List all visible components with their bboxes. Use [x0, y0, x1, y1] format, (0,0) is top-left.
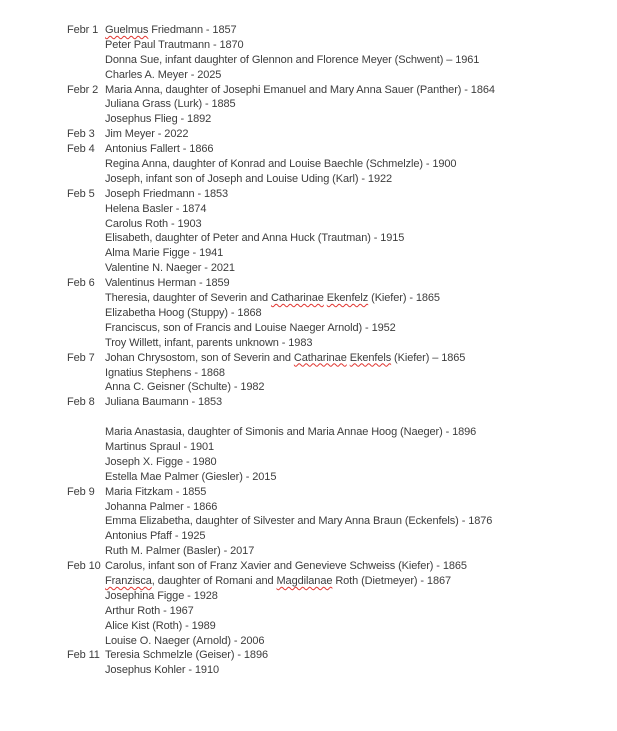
entry-line	[105, 291, 607, 306]
date-label: Feb 10	[67, 560, 101, 573]
date-group	[67, 127, 607, 142]
entry-text: Josephus Flieg - 1892	[105, 113, 212, 126]
entry-text: Alma Marie Figge - 1941	[105, 247, 224, 260]
date-group	[67, 83, 607, 128]
date-group	[67, 395, 607, 484]
entry-text: Valentine N. Naeger - 2021	[105, 262, 235, 275]
entry-text: Ruth M. Palmer (Basler) - 2017	[105, 545, 255, 558]
entry-text: Jim Meyer - 2022	[105, 128, 189, 141]
entry-text: Juliana Grass (Lurk) - 1885	[105, 98, 236, 111]
entry-list	[105, 648, 607, 678]
entry-text: Roth (Dietmeyer) - 1867	[332, 574, 452, 587]
entry-text: Helena Basler - 1874	[105, 202, 207, 215]
entry-text: Ignatius Stephens - 1868	[105, 366, 225, 379]
entry-line	[105, 97, 607, 112]
entry-line	[105, 38, 607, 53]
entry-line	[105, 157, 607, 172]
entry-line	[105, 514, 607, 529]
entry-line	[105, 366, 607, 381]
entry-line	[105, 172, 607, 187]
date-label: Feb 9	[67, 485, 95, 498]
entry-line	[105, 68, 607, 83]
entry-text: Maria Fitzkam - 1855	[105, 485, 207, 498]
date-group	[67, 485, 607, 559]
date-label: Feb 5	[67, 187, 95, 200]
entry-line	[105, 529, 607, 544]
entry-line	[105, 276, 607, 291]
entry-line	[105, 306, 607, 321]
obituary-date-list	[67, 23, 607, 678]
entry-line	[105, 619, 607, 634]
entry-line	[105, 53, 607, 68]
date-label: Feb 6	[67, 277, 95, 290]
entry-line	[105, 604, 607, 619]
entry-text: Emma Elizabetha, daughter of Silvester and Mary Anna Braun (Eckenfels) - 1876	[105, 515, 493, 528]
entry-text: Joseph, infant son of Joseph and Louise Uding (Karl) - 1922	[105, 172, 393, 185]
entry-text: Arthur Roth - 1967	[105, 604, 194, 617]
entry-text: Valentinus Herman - 1859	[105, 277, 230, 290]
entry-list	[105, 23, 607, 83]
date-group	[67, 559, 607, 648]
entry-list	[105, 187, 607, 276]
entry-text: (Kiefer) - 1865	[368, 292, 440, 305]
entry-line	[105, 261, 607, 276]
entry-text: Louise O. Naeger (Arnold) - 2006	[105, 634, 265, 647]
date-group	[67, 276, 607, 350]
entry-text: Troy Willett, infant, parents unknown - 1983	[105, 336, 313, 349]
entry-text: Teresia Schmelzle (Geiser) - 1896	[105, 649, 268, 662]
entry-text: Maria Anastasia, daughter of Simonis and Maria Annae Hoog (Naeger) - 1896	[105, 426, 477, 439]
entry-line	[105, 395, 607, 410]
entry-list	[105, 395, 607, 484]
entry-line	[105, 500, 607, 515]
entry-text: , daughter of Romani and	[151, 574, 277, 587]
entry-line	[105, 380, 607, 395]
entry-line	[105, 246, 607, 261]
entry-text: Josephina Figge - 1928	[105, 589, 218, 602]
entry-line	[105, 663, 607, 678]
entry-text: Maria Anna, daughter of Josephi Emanuel and Mary Anna Sauer (Panther) - 1864	[105, 83, 495, 96]
date-group	[67, 351, 607, 396]
entry-line	[105, 440, 607, 455]
entry-line	[105, 589, 607, 604]
entry-line	[105, 485, 607, 500]
entry-text: Martinus Spraul - 1901	[105, 440, 215, 453]
entry-text: Elizabetha Hoog (Stuppy) - 1868	[105, 306, 262, 319]
entry-text: Theresia, daughter of Severin and	[105, 292, 271, 305]
date-group	[67, 648, 607, 678]
date-label: Feb 7	[67, 351, 95, 364]
entry-line	[105, 648, 607, 663]
entry-line	[105, 142, 607, 157]
entry-text: Estella Mae Palmer (Giesler) - 2015	[105, 470, 277, 483]
entry-text: Carolus Roth - 1903	[105, 217, 202, 230]
misspelled-word: Ekenfels	[349, 351, 392, 364]
entry-text: (Kiefer) – 1865	[391, 351, 466, 364]
entry-line	[105, 187, 607, 202]
date-label: Feb 3	[67, 128, 95, 141]
entry-line	[105, 351, 607, 366]
entry-text: Antonius Fallert - 1866	[105, 143, 214, 156]
entry-text: Charles A. Meyer - 2025	[105, 68, 222, 81]
entry-text: Carolus, infant son of Franz Xavier and Genevieve Schweiss (Kiefer) - 1865	[105, 560, 467, 573]
entry-text: Johan Chrysostom, son of Severin and	[105, 351, 294, 364]
date-label: Feb 4	[67, 143, 95, 156]
entry-line	[105, 336, 607, 351]
entry-list	[105, 276, 607, 350]
entry-text: Donna Sue, infant daughter of Glennon and Florence Meyer (Schwent) – 1961	[105, 53, 480, 66]
entry-line	[105, 231, 607, 246]
entry-text: Elisabeth, daughter of Peter and Anna Huck (Trautman) - 1915	[105, 232, 405, 245]
entry-list	[105, 351, 607, 396]
entry-text: Regina Anna, daughter of Konrad and Louise Baechle (Schmelzle) - 1900	[105, 158, 457, 171]
date-label: Febr 2	[67, 83, 99, 96]
entry-line	[105, 321, 607, 336]
entry-line	[105, 127, 607, 142]
misspelled-word: Guelmus	[105, 24, 149, 36]
entry-line	[105, 202, 607, 217]
entry-line	[105, 217, 607, 232]
entry-text: Franciscus, son of Francis and Louise Naeger Arnold) - 1952	[105, 321, 396, 334]
entry-text: Joseph Friedmann - 1853	[105, 187, 229, 200]
entry-line	[105, 112, 607, 127]
date-label: Febr 1	[67, 24, 99, 36]
date-label: Feb 8	[67, 396, 95, 409]
entry-line	[105, 470, 607, 485]
entry-line	[105, 455, 607, 470]
entry-text: Alice Kist (Roth) - 1989	[105, 619, 216, 632]
entry-text: Friedmann - 1857	[148, 24, 237, 36]
date-group	[67, 23, 607, 83]
entry-text: Anna C. Geisner (Schulte) - 1982	[105, 381, 265, 394]
misspelled-word: Magdilanae	[276, 574, 333, 587]
entry-list	[105, 559, 607, 648]
entry-list	[105, 485, 607, 559]
entry-list	[105, 142, 607, 187]
entry-line	[105, 559, 607, 574]
entry-text: Joseph X. Figge - 1980	[105, 455, 217, 468]
entry-text: Juliana Baumann - 1853	[105, 396, 223, 409]
date-group	[67, 142, 607, 187]
entry-line	[105, 634, 607, 649]
date-label: Feb 11	[67, 649, 100, 662]
blank-line	[105, 410, 607, 425]
misspelled-word: Catharinae	[270, 292, 324, 305]
entry-text: Peter Paul Trautmann - 1870	[105, 38, 244, 51]
date-group	[67, 187, 607, 276]
entry-text: Josephus Kohler - 1910	[105, 664, 219, 677]
misspelled-word: Franzisca	[105, 574, 152, 587]
entry-line	[105, 544, 607, 559]
entry-text: Johanna Palmer - 1866	[105, 500, 218, 513]
entry-list	[105, 83, 607, 128]
misspelled-word: Catharinae	[293, 351, 347, 364]
entry-text: Antonius Pfaff - 1925	[105, 530, 206, 543]
entry-list	[105, 127, 607, 142]
entry-line	[105, 574, 607, 589]
entry-line	[105, 83, 607, 98]
entry-line	[105, 425, 607, 440]
misspelled-word: Ekenfelz	[326, 292, 369, 305]
entry-line	[105, 23, 607, 38]
